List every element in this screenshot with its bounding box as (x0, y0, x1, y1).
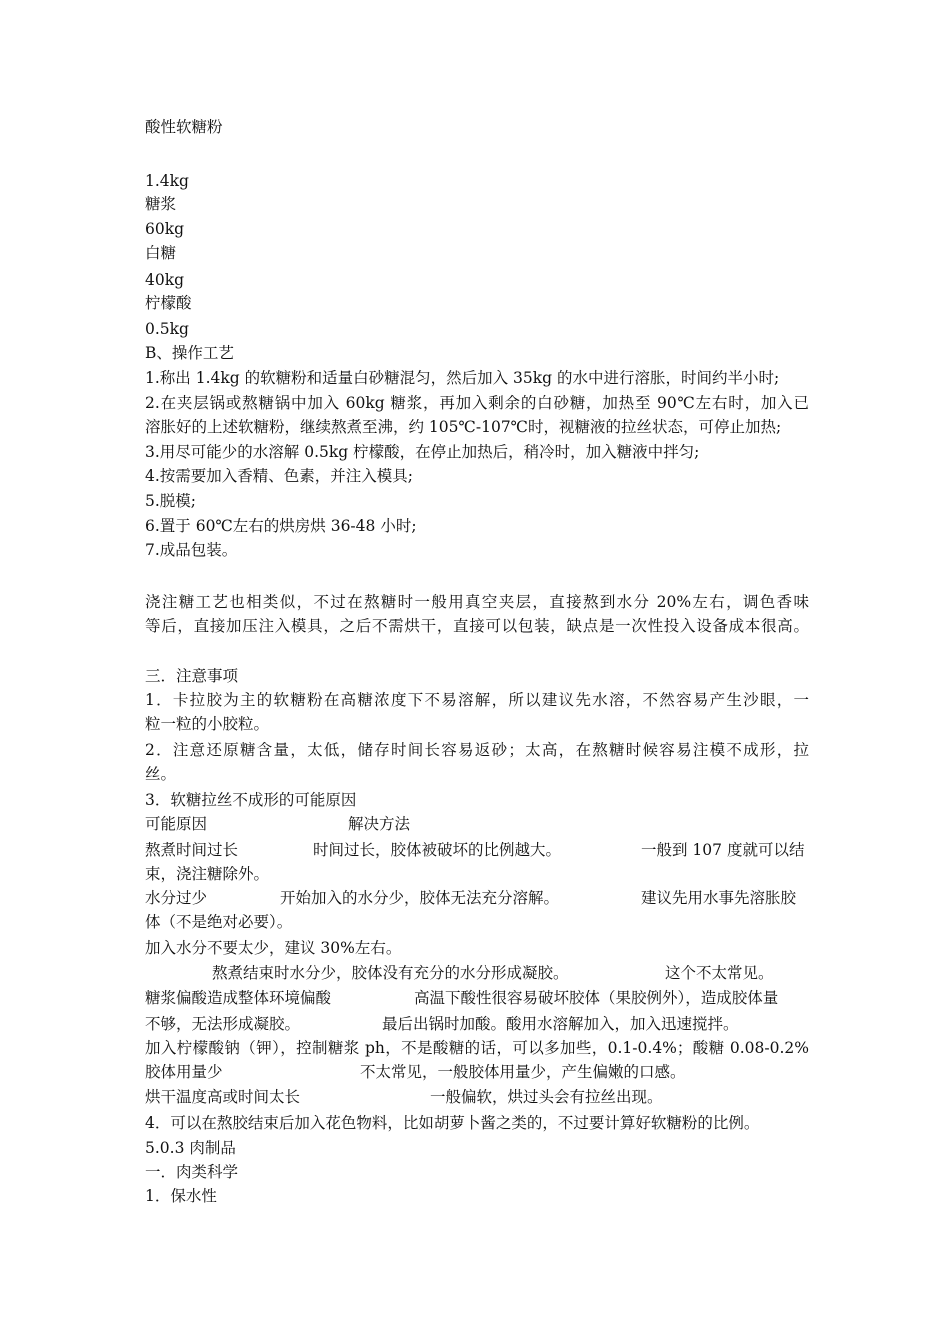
table-cell: 加入柠檬酸钠（钾），控制糖浆 ph，不是酸糖的话，可以多加些，0.1-0.4%；酸糖 0.08-0.2% (145, 1039, 809, 1057)
table-cell: 这个不太常见。 (665, 964, 774, 982)
note-line: 粒一粒的小胶粒。 (145, 715, 270, 733)
process-step: 6.置于 60℃左右的烘房烘 36-48 小时; (145, 517, 417, 535)
table-header-solution: 解决方法 (348, 815, 411, 833)
ingredient-line: 60kg (145, 220, 185, 238)
table-cell: 体（不是绝对必要）。 (145, 913, 293, 931)
table-cell: 水分过少 (145, 889, 208, 907)
note-line: 2．注意还原糖含量，太低，储存时间长容易返砂；太高，在熬糖时候容易注模不成形，拉 (145, 741, 809, 759)
pour-paragraph-line: 等后，直接加压注入模具，之后不需烘干，直接可以包装，缺点是一次性投入设备成本很高。 (145, 617, 809, 635)
section-heading: 5.0.3 肉制品 (145, 1139, 236, 1157)
process-step: 3.用尽可能少的水溶解 0.5kg 柠檬酸，在停止加热后，稍冷时，加入糖液中拌匀; (145, 443, 700, 461)
note-line: 1．卡拉胶为主的软糖粉在高糖浓度下不易溶解，所以建议先水溶，不然容易产生沙眼，一 (145, 691, 809, 709)
table-cell: 开始加入的水分少，胶体无法充分溶解。 (280, 889, 560, 907)
ingredient-line: 白糖 (145, 244, 177, 262)
note-line: 丝。 (145, 765, 177, 783)
ingredient-line: 1.4kg (145, 172, 189, 190)
ingredient-line: 0.5kg (145, 320, 189, 338)
process-heading: B、操作工艺 (145, 344, 234, 362)
table-cell: 束，浇注糖除外。 (145, 865, 270, 883)
table-cell: 熬煮时间过长 (145, 841, 239, 859)
section-heading: 1．保水性 (145, 1187, 217, 1205)
table-cell: 糖浆偏酸造成整体环境偏酸 (145, 989, 332, 1007)
table-cell: 不够，无法形成凝胶。 (145, 1015, 301, 1033)
process-step: 5.脱模; (145, 492, 197, 510)
doc-title: 酸性软糖粉 (145, 118, 223, 136)
process-step: 溶胀好的上述软糖粉，继续熬煮至沸，约 105℃-107℃时，视糖液的拉丝状态，可停止加热; (145, 418, 782, 436)
table-cell: 加入水分不要太少，建议 30%左右。 (145, 939, 402, 957)
note-line: 4．可以在熬胶结束后加入花色物料，比如胡萝卜酱之类的，不过要计算好软糖粉的比例。 (145, 1114, 760, 1132)
table-cell: 一般到 107 度就可以结 (641, 841, 805, 859)
pour-paragraph-line: 浇注糖工艺也相类似，不过在熬糖时一般用真空夹层，直接熬到水分 20%左右，调色香味 (145, 593, 809, 611)
table-cell: 高温下酸性很容易破坏胶体（果胶例外），造成胶体量 (414, 989, 779, 1007)
table-cell: 时间过长，胶体被破坏的比例越大。 (313, 841, 562, 859)
ingredient-line: 40kg (145, 271, 185, 289)
process-step: 1.称出 1.4kg 的软糖粉和适量白砂糖混匀，然后加入 35kg 的水中进行溶胀，时间约半小时; (145, 369, 780, 387)
table-header-cause: 可能原因 (145, 815, 208, 833)
note-line: 3．软糖拉丝不成形的可能原因 (145, 791, 357, 809)
process-step: 4.按需要加入香精、色素，并注入模具; (145, 467, 414, 485)
table-cell: 烘干温度高或时间太长 (145, 1088, 301, 1106)
ingredient-line: 柠檬酸 (145, 294, 192, 312)
table-cell: 胶体用量少 (145, 1063, 223, 1081)
table-cell: 最后出锅时加酸。酸用水溶解加入，加入迅速搅拌。 (382, 1015, 739, 1033)
ingredient-line: 糖浆 (145, 195, 177, 213)
table-cell: 不太常见，一般胶体用量少，产生偏嫩的口感。 (360, 1063, 686, 1081)
section-heading: 一．肉类科学 (145, 1163, 239, 1181)
table-cell: 熬煮结束时水分少，胶体没有充分的水分形成凝胶。 (212, 964, 569, 982)
notes-heading: 三．注意事项 (145, 667, 239, 685)
table-cell: 建议先用水事先溶胀胶 (641, 889, 797, 907)
process-step: 2.在夹层锅或熬糖锅中加入 60kg 糖浆，再加入剩余的白砂糖，加热至 90℃左右时，加入已 (145, 394, 809, 412)
process-step: 7.成品包装。 (145, 541, 238, 559)
table-cell: 一般偏软，烘过头会有拉丝出现。 (430, 1088, 663, 1106)
